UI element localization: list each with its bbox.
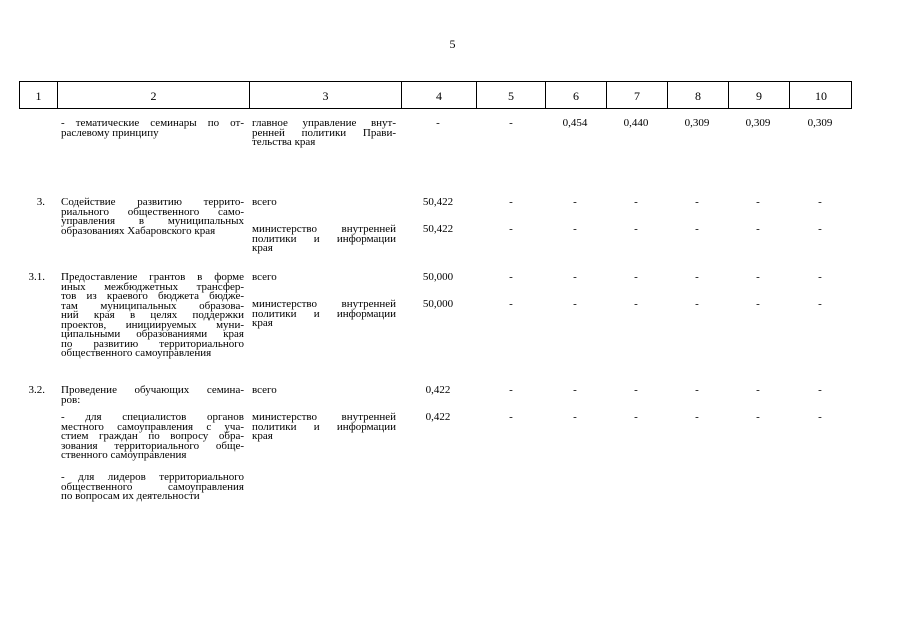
value-cell-col-6: - bbox=[573, 223, 577, 235]
value-cell-col-6: - bbox=[573, 411, 577, 423]
executor-line: края bbox=[252, 317, 273, 329]
value-cell-col-10: - bbox=[818, 411, 822, 423]
header-col-10: 10 bbox=[815, 89, 827, 103]
row-description-line: по развитию территориального bbox=[61, 337, 244, 350]
value-cell-col-9: - bbox=[756, 271, 760, 283]
executor-line: политики и информации bbox=[252, 307, 396, 320]
value-cell-col-4: 50,422 bbox=[422, 196, 454, 208]
row-description-line: риального общественного само- bbox=[61, 205, 244, 218]
value-cell-col-5: - bbox=[509, 223, 513, 235]
row-description-line: иных межбюджетных трансфер- bbox=[61, 280, 244, 293]
value-cell-col-5: - bbox=[509, 117, 513, 129]
header-col-3: 3 bbox=[250, 82, 402, 108]
value-cell-col-6: - bbox=[573, 298, 577, 310]
value-cell-col-7: - bbox=[634, 384, 638, 396]
header-col-7: 7 bbox=[607, 82, 668, 108]
executor-line: края bbox=[252, 242, 273, 254]
value-cell-col-8: - bbox=[695, 384, 699, 396]
value-cell-col-7: - bbox=[634, 298, 638, 310]
row-description-line: образованиях Хабаровского края bbox=[61, 224, 216, 237]
value-cell-col-7: - bbox=[634, 223, 638, 235]
row-description-line: управления в муниципальных bbox=[61, 215, 244, 227]
table-header bbox=[19, 81, 852, 109]
value-cell-col-9: - bbox=[756, 223, 760, 235]
row-number: 3.2. bbox=[28, 384, 45, 396]
row-number: 3. bbox=[36, 196, 45, 208]
header-col-4: 4 bbox=[402, 82, 477, 108]
value-cell-col-4: 0,422 bbox=[425, 411, 451, 423]
value-cell-col-10: - bbox=[818, 223, 822, 235]
row-description-line: Предоставление грантов в форме bbox=[61, 271, 244, 283]
value-cell-col-7: 0,440 bbox=[623, 117, 649, 129]
value-cell-col-8: - bbox=[695, 223, 699, 235]
row-description-line: по вопросам их деятельности bbox=[61, 490, 200, 502]
value-cell-col-5: - bbox=[509, 298, 513, 310]
value-cell-col-6: - bbox=[573, 271, 577, 283]
executor-line: ренней политики Прави- bbox=[252, 126, 396, 139]
header-col-1: 1 bbox=[20, 82, 58, 108]
executor-line: министерство внутренней bbox=[252, 223, 396, 235]
value-cell-col-8: - bbox=[695, 271, 699, 283]
value-cell-col-9: - bbox=[756, 411, 760, 423]
value-cell-col-8: - bbox=[695, 298, 699, 310]
value-cell-col-6: 0,454 bbox=[562, 117, 588, 129]
row-description-line: ципальными образованиями края bbox=[61, 328, 244, 340]
executor-line: политики и информации bbox=[252, 420, 396, 433]
value-cell-col-9: - bbox=[756, 196, 760, 208]
executor-line: всего bbox=[252, 384, 277, 396]
value-cell-col-7: - bbox=[634, 196, 638, 208]
value-cell-col-7: - bbox=[634, 411, 638, 423]
header-col-5: 5 bbox=[477, 82, 546, 108]
row-description-line: ственного самоуправления bbox=[61, 449, 187, 461]
value-cell-col-10: - bbox=[818, 384, 822, 396]
row-description-line: ров: bbox=[61, 393, 81, 406]
executor-line: тельства края bbox=[252, 136, 316, 148]
row-description-line: там муниципальных образова- bbox=[61, 299, 244, 312]
value-cell-col-10: - bbox=[818, 196, 822, 208]
value-cell-col-4: 50,000 bbox=[422, 271, 454, 283]
executor-line: политики и информации bbox=[252, 232, 396, 245]
row-description-line: - для специалистов органов bbox=[61, 411, 244, 423]
header-col-8: 8 bbox=[668, 82, 729, 108]
row-description-line: проектов, инициируемых муни- bbox=[61, 318, 244, 331]
row-description-line: раслевому принципу bbox=[61, 126, 159, 139]
row-description-line: общественного самоуправления bbox=[61, 347, 212, 359]
value-cell-col-4: 50,422 bbox=[422, 223, 454, 235]
executor-line: всего bbox=[252, 196, 277, 208]
value-cell-col-5: - bbox=[509, 196, 513, 208]
value-cell-col-5: - bbox=[509, 411, 513, 423]
row-description-line: стием граждан по вопросу обра- bbox=[61, 430, 244, 442]
value-cell-col-5: - bbox=[509, 384, 513, 396]
executor-line: министерство внутренней bbox=[252, 411, 396, 423]
value-cell-col-10: 0,309 bbox=[807, 117, 833, 129]
value-cell-col-8: - bbox=[695, 411, 699, 423]
row-description-line: общественного самоуправления bbox=[61, 480, 244, 493]
header-col-9: 9 bbox=[729, 82, 790, 108]
row-description-line: тов из краевого бюджета бюдже- bbox=[61, 290, 244, 302]
value-cell-col-6: - bbox=[573, 384, 577, 396]
executor-line: всего bbox=[252, 271, 277, 283]
value-cell-col-9: 0,309 bbox=[745, 117, 771, 129]
value-cell-col-5: - bbox=[509, 271, 513, 283]
value-cell-col-9: - bbox=[756, 298, 760, 310]
executor-line: края bbox=[252, 430, 273, 442]
row-description-line: местного самоуправления с уча- bbox=[61, 420, 244, 433]
row-description-line: Проведение обучающих семина- bbox=[61, 384, 244, 396]
executor-line: министерство внутренней bbox=[252, 298, 396, 310]
header-col-6: 6 bbox=[546, 82, 607, 108]
value-cell-col-6: - bbox=[573, 196, 577, 208]
value-cell-col-10: - bbox=[818, 298, 822, 310]
row-description-line: ний края в целях поддержки bbox=[61, 309, 244, 321]
value-cell-col-4: - bbox=[436, 117, 440, 129]
row-number: 3.1. bbox=[28, 271, 45, 283]
value-cell-col-8: 0,309 bbox=[684, 117, 710, 129]
row-description-line: - для лидеров территориального bbox=[61, 471, 244, 483]
value-cell-col-4: 50,000 bbox=[422, 298, 454, 310]
value-cell-col-4: 0,422 bbox=[425, 384, 451, 396]
row-description-line: зования территориального обще- bbox=[61, 439, 244, 452]
row-description-line: - тематические семинары по от- bbox=[61, 117, 244, 129]
value-cell-col-9: - bbox=[756, 384, 760, 396]
value-cell-col-7: - bbox=[634, 271, 638, 283]
row-description-line: Содействие развитию террито- bbox=[61, 196, 244, 208]
value-cell-col-10: - bbox=[818, 271, 822, 283]
header-col-2: 2 bbox=[58, 82, 250, 108]
value-cell-col-8: - bbox=[695, 196, 699, 208]
page-number: 5 bbox=[449, 37, 456, 51]
executor-line: главное управление внут- bbox=[252, 117, 396, 129]
